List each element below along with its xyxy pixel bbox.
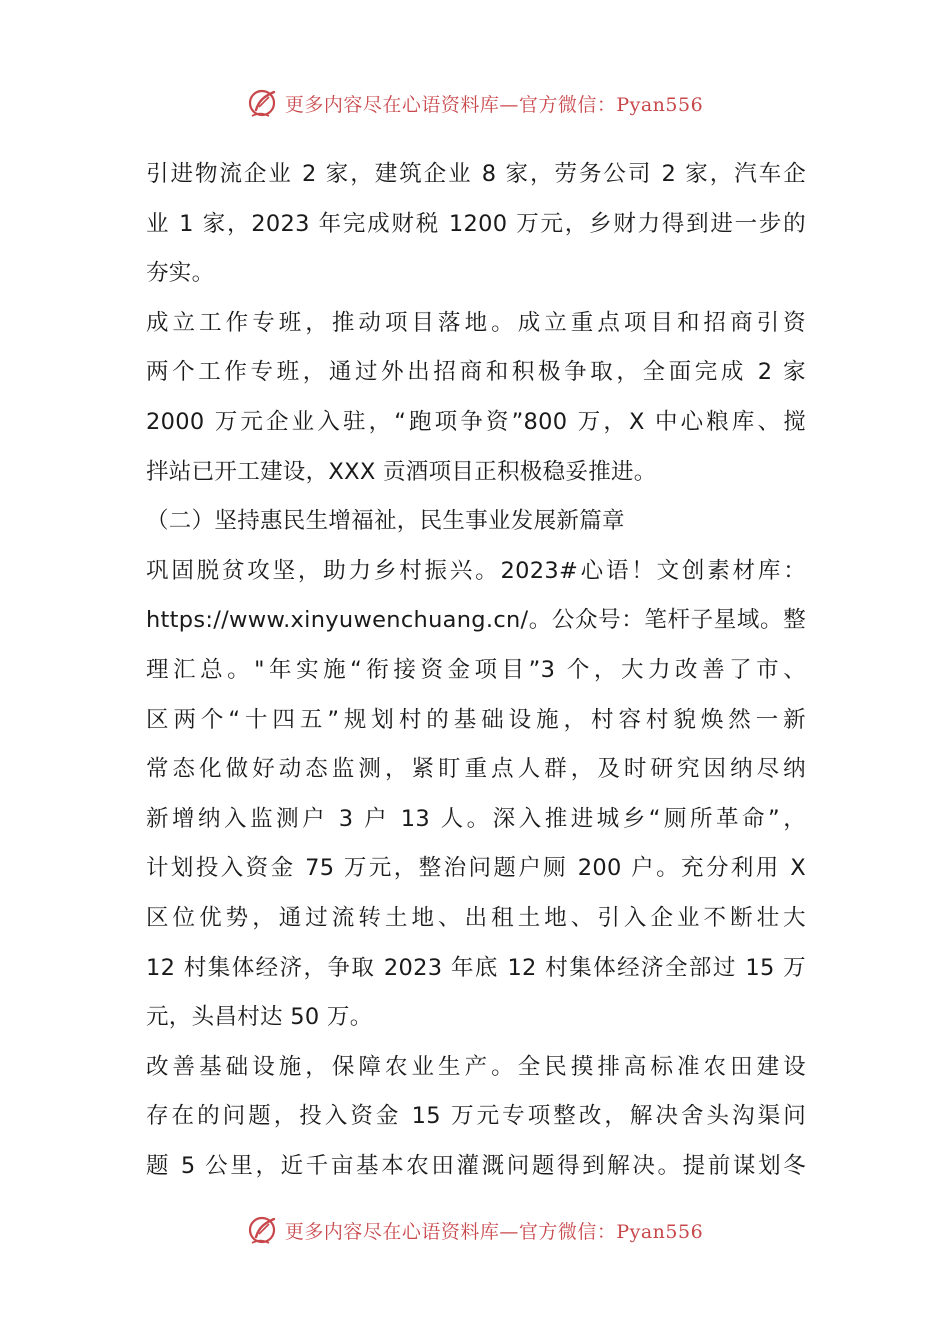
text-line: 拌站已开工建设，XXX 贡酒项目正积极稳妥推进。 — [146, 458, 657, 485]
text-line: 引进物流企业 2 家，建筑企业 8 家，劳务公司 2 家，汽车企 — [146, 161, 806, 187]
paragraph — [146, 1043, 806, 1192]
watermark-dash: — — [499, 93, 519, 116]
text-line: 夯实。 — [146, 260, 215, 287]
paragraph — [146, 150, 806, 299]
text-line: 成立工作专班，推动项目落地。成立重点项目和招商引资 — [146, 309, 806, 336]
paragraph — [146, 547, 806, 1043]
text-line: （二）坚持惠民生增福祉，民生事业发展新篇章 — [146, 508, 625, 535]
text-line: 常态化做好动态监测，紧盯重点人群，及时研究因纳尽纳 — [146, 756, 806, 783]
text-line: 区位优势，通过流转土地、出租土地、引入企业不断壮大 — [146, 904, 806, 931]
watermark-dash: — — [499, 1220, 519, 1243]
text-line: 理汇总。"年实施“衔接资金项目”3 个，大力改善了市、 — [146, 656, 806, 683]
text-line: 新增纳入监测户 3 户 13 人。深入推进城乡“厕所革命”， — [146, 805, 806, 832]
document-body — [146, 150, 806, 1191]
pen-logo-icon — [247, 86, 281, 120]
pen-logo-icon — [247, 1213, 281, 1247]
text-line: 区两个“十四五”规划村的基础设施，村容村貌焕然一新 — [146, 706, 806, 733]
text-line: 题 5 公里，近千亩基本农田灌溉问题得到解决。提前谋划冬 — [146, 1152, 806, 1179]
text-line: https://www.xinyuwenchuang.cn/。公众号：笔杆子星域。整 — [146, 607, 806, 634]
text-line: 业 1 家，2023 年完成财税 1200 万元，乡财力得到进一步的 — [146, 210, 806, 237]
section-heading — [146, 497, 806, 547]
text-line: 改善基础设施，保障农业生产。全民摸排高标准农田建设 — [146, 1053, 806, 1080]
text-line: 12 村集体经济，争取 2023 年底 12 村集体经济全部过 15 万 — [146, 954, 806, 981]
watermark-suffix: 官方微信：Pyan556 — [518, 1220, 704, 1243]
paragraph — [146, 299, 806, 497]
watermark-text: 更多内容尽在心语资料库 — [284, 1220, 500, 1243]
text-line: 巩固脱贫攻坚，助力乡村振兴。2023#心语！文创素材库： — [146, 557, 806, 584]
footer-watermark — [0, 1208, 950, 1252]
text-line: 2000 万元企业入驻，“跑项争资”800 万，X 中心粮库、搅 — [146, 408, 806, 435]
watermark-suffix: 官方微信：Pyan556 — [518, 93, 704, 116]
watermark-text: 更多内容尽在心语资料库 — [284, 93, 500, 116]
text-line: 计划投入资金 75 万元，整治问题户厕 200 户。充分利用 X — [146, 855, 806, 882]
header-watermark — [0, 81, 950, 125]
text-line: 元，头昌村达 50 万。 — [146, 1004, 373, 1031]
text-line: 存在的问题，投入资金 15 万元专项整改，解决舍头沟渠问 — [146, 1103, 806, 1130]
text-line: 两个工作专班，通过外出招商和积极争取，全面完成 2 家 — [146, 359, 806, 386]
